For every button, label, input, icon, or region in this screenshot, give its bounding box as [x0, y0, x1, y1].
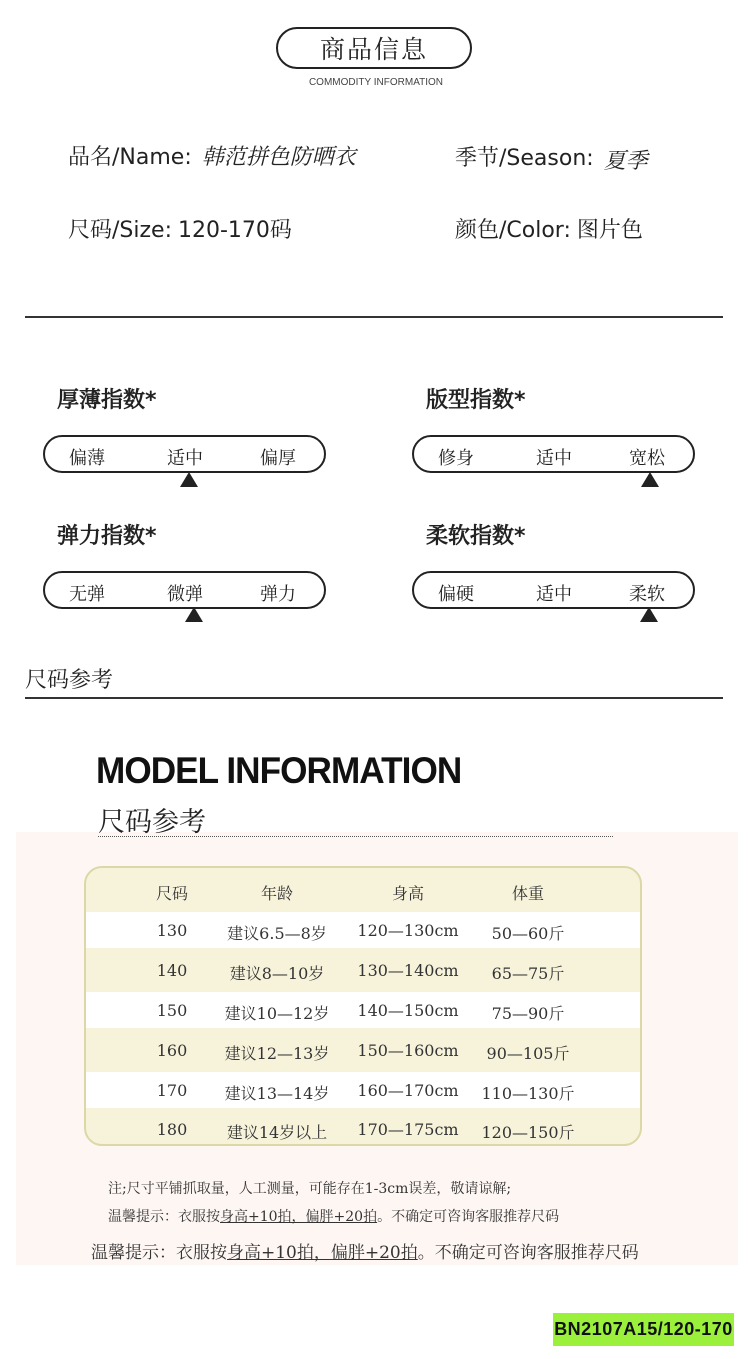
- scale-option: 适中: [167, 448, 203, 469]
- table-cell: 130—140cm: [357, 961, 459, 980]
- size-table: [84, 866, 642, 1146]
- table-cell: 120—130cm: [357, 921, 459, 940]
- measurement-note: 注;尺寸平铺抓取量，人工测量，可能存在1-3cm误差，敬请谅解;: [108, 1181, 512, 1197]
- scale-option: 弹力: [260, 584, 296, 605]
- section-title-pill: [276, 27, 472, 69]
- dotted-divider: [98, 836, 613, 837]
- tip-underlined: 身高+10拍，偏胖+20拍: [220, 1209, 378, 1225]
- table-cell: 140: [156, 961, 188, 980]
- table-cell: 建议8—10岁: [229, 964, 325, 983]
- section-subtitle: COMMODITY INFORMATION: [308, 77, 444, 88]
- index-scale-softness: [412, 571, 695, 609]
- table-cell: 110—130斤: [481, 1084, 575, 1103]
- divider: [25, 697, 723, 699]
- table-cell: 170: [156, 1081, 188, 1100]
- scale-option: 适中: [536, 448, 572, 469]
- table-header-cell: 尺码: [155, 884, 189, 903]
- table-cell: 170—175cm: [357, 1120, 459, 1139]
- table-cell: 90—105斤: [486, 1044, 570, 1063]
- divider: [25, 316, 723, 318]
- index-scale-fit: [412, 435, 695, 473]
- scale-option: 偏硬: [438, 584, 474, 605]
- table-cell: 140—150cm: [357, 1001, 459, 1020]
- scale-option: 微弹: [167, 584, 203, 605]
- table-cell: 150—160cm: [357, 1041, 459, 1060]
- table-cell: 150: [156, 1001, 188, 1020]
- color-value: 图片色: [576, 218, 643, 243]
- table-cell: 75—90斤: [491, 1004, 565, 1023]
- info-name: [68, 140, 356, 171]
- table-row: [86, 1072, 640, 1108]
- scale-option: 偏薄: [69, 448, 105, 469]
- table-header-cell: 体重: [511, 884, 545, 903]
- table-cell: 建议12—13岁: [224, 1044, 330, 1063]
- table-row: [86, 952, 640, 988]
- tip-note-small: [108, 1206, 559, 1226]
- season-label: 季节/Season:: [455, 146, 594, 171]
- index-label-thickness: 厚薄指数*: [57, 388, 157, 413]
- table-header-cell: 年龄: [260, 884, 294, 903]
- index-label-fit: 版型指数*: [426, 388, 526, 413]
- season-value: 夏季: [603, 149, 648, 174]
- scale-option: 修身: [438, 448, 474, 469]
- table-cell: 建议10—12岁: [224, 1004, 330, 1023]
- index-scale-thickness: [43, 435, 326, 473]
- table-row: [86, 1032, 640, 1068]
- index-label-elasticity: 弹力指数*: [57, 524, 157, 549]
- tip-note-large: [91, 1238, 639, 1263]
- table-cell: 120—150斤: [481, 1123, 575, 1142]
- product-code-badge: [553, 1313, 734, 1346]
- indicator-triangle-icon: [185, 607, 203, 622]
- tip-suffix: 。不确定可咨询客服推荐尺码: [377, 1209, 560, 1225]
- size-section-title: 尺码参考: [25, 668, 114, 693]
- size-label: 尺码/Size:: [68, 218, 172, 243]
- table-cell: 建议6.5—8岁: [227, 924, 327, 943]
- info-size: [68, 213, 292, 244]
- scale-option: 无弹: [69, 584, 105, 605]
- product-code: BN2107A15/120-170: [554, 1319, 733, 1339]
- tip-underlined: 身高+10拍，偏胖+20拍: [227, 1243, 418, 1263]
- table-cell: 建议14岁以上: [226, 1123, 328, 1142]
- table-cell: 180: [156, 1120, 188, 1139]
- tip-prefix: 温馨提示：衣服按: [91, 1243, 227, 1263]
- table-cell: 130: [156, 921, 188, 940]
- index-label-softness: 柔软指数*: [426, 524, 526, 549]
- table-cell: 建议13—14岁: [224, 1084, 330, 1103]
- table-row: [86, 912, 640, 948]
- name-label: 品名/Name:: [68, 145, 192, 170]
- name-value: 韩范拼色防晒衣: [201, 145, 356, 170]
- table-cell: 160: [156, 1041, 188, 1060]
- indicator-triangle-icon: [180, 472, 198, 487]
- section-title: 商品信息: [319, 35, 428, 64]
- info-season: [455, 141, 648, 172]
- info-color: [455, 213, 643, 244]
- table-cell: 50—60斤: [491, 924, 565, 943]
- tip-prefix: 温馨提示：衣服按: [108, 1209, 220, 1225]
- scale-option: 偏厚: [260, 448, 296, 469]
- indicator-triangle-icon: [640, 607, 658, 622]
- table-row: [86, 992, 640, 1028]
- tip-suffix: 。不确定可咨询客服推荐尺码: [417, 1243, 639, 1263]
- table-header-row: [86, 872, 640, 908]
- model-info-subtitle: 尺码参考: [98, 807, 206, 838]
- index-scale-elasticity: [43, 571, 326, 609]
- table-cell: 65—75斤: [491, 964, 565, 983]
- scale-option: 适中: [536, 584, 572, 605]
- table-cell: 160—170cm: [357, 1081, 459, 1100]
- table-header-cell: 身高: [391, 884, 425, 903]
- model-info-title: MODEL INFORMATION: [96, 750, 462, 791]
- scale-option: 柔软: [629, 584, 665, 605]
- size-value: 120-170码: [178, 218, 292, 243]
- scale-option: 宽松: [629, 448, 665, 469]
- indicator-triangle-icon: [641, 472, 659, 487]
- table-row: [86, 1111, 640, 1146]
- color-label: 颜色/Color:: [455, 218, 571, 243]
